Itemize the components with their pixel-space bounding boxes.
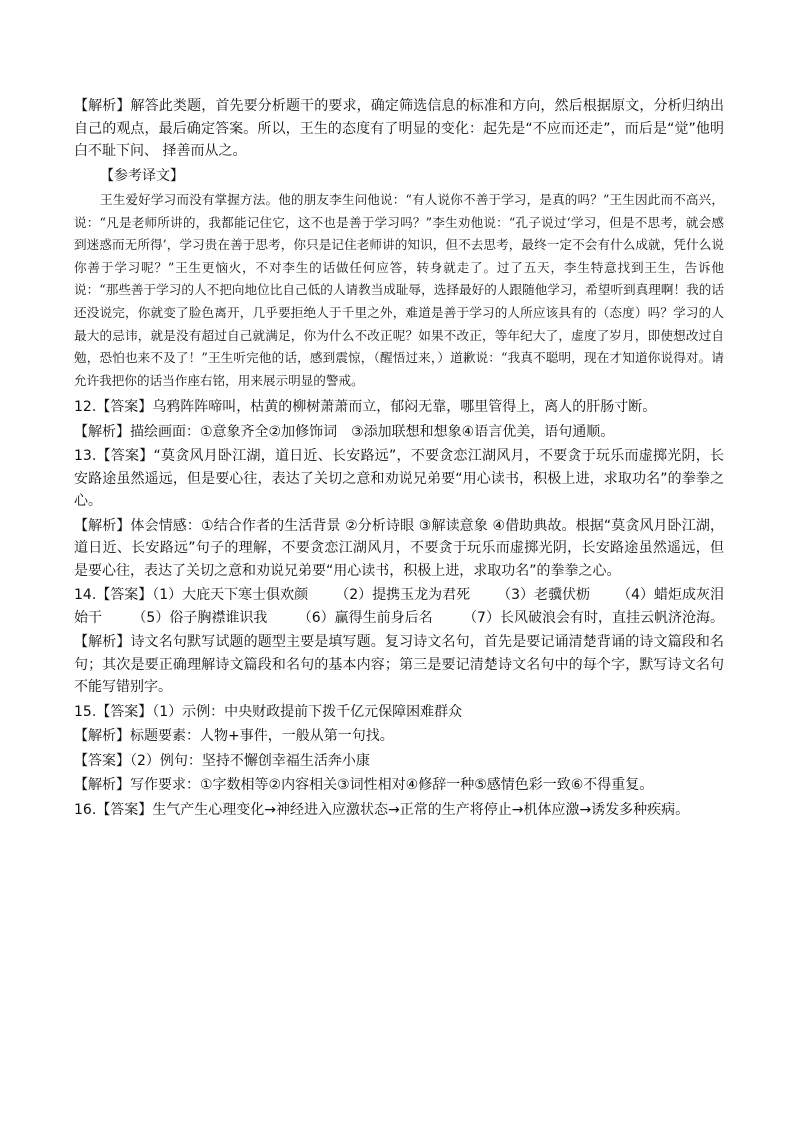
answer-page	[74, 95, 724, 823]
q14-item: （1）大庇天下寒士俱欢颜	[152, 587, 309, 604]
q14-item: （3）老骥伏枥	[497, 587, 591, 604]
q14-item: （6）赢得生前身后名	[297, 609, 433, 626]
q12-analysis: 【解析】描绘画面：①意象齐全②加修饰词 ③添加联想和想象④语言优美，语句通顺。	[74, 423, 615, 440]
q15-answer-2: 【答案】（2）例句：坚持不懈创幸福生活奔小康	[74, 752, 370, 769]
reference-translation-title: 【参考译文】	[100, 167, 184, 184]
q14-item: （4）蜡炬成灰泪	[617, 587, 724, 604]
q15-answer-1: 15.【答案】（1）示例：中央财政提前下拨千亿元保障困难群众	[74, 703, 463, 720]
q14-item: （7）长风破浪会有时，直挂云帆济沧海。	[463, 609, 724, 626]
reference-translation-text: 王生爱好学习而没有掌握方法。他的朋友李生问他说：“有人说你不善于学习，是真的吗？”王生因此而不高兴，说：“凡是老师所讲的，我都能记住它，这不也是善于学习吗？”李生劝他说：“孔子说过‘学习，但是不思考，就会感到迷惑而无所得’，学习贵在善于思考，你只是记住老师讲的知识，但不去思考，最终一定不会有什么成就，凭什么说你善于学习呢？”王生更恼火，不对李生的话做任何应答，转身就走了。过了五天，李生特意找到王生，告诉他说：“那些善于学习的人不把向地位比自己低的人请教当成耻辱，选择最好的人跟随他学习，希望听到真理啊！我的话还没说完，你就变了脸色离开，几乎要拒绝人于千里之外，难道是善于学习的人所应该具有的（态度）吗？学习的人最大的忌讳，就是没有超过自己就满足，你为什么不改正呢？如果不改正，等年纪大了，虚度了岁月，即使想改过自勉，恐怕也来不及了！”王生听完他的话，感到震惊，（醒悟过来，）道歉说：“我真不聪明，现在才知道你说得对。请允许我把你的话当作座右铭，用来展示明显的警戒。	[74, 192, 724, 388]
q13-analysis: 【解析】体会情感：①结合作者的生活背景 ②分析诗眼 ③解读意象 ④借助典故。根据“莫贪风月卧江湖，道日近、长安路远”句子的理解，不要贪恋江湖风月，不要贪于玩乐而虚掷光阴，长安路途虽然遥远，但是要心往，表达了关切之意和劝说兄弟要“用心读书，积极上进，求取功名”的拳拳之心。	[74, 517, 724, 579]
q12-answer: 12.【答案】乌鸦阵阵啼叫，枯黄的柳树萧萧而立，郁闷无靠，哪里管得上，离人的肝肠寸断。	[74, 399, 657, 416]
q14-item: （5）俗子胸襟谁识我	[132, 609, 268, 626]
q14-analysis: 【解析】诗文名句默写试题的题型主要是填写题。复习诗文名句，首先是要记诵清楚背诵的诗文篇段和名句；其次是要正确理解诗文篇段和名句的基本内容；第三是要记清楚诗文名句中的每个字，默写诗文名句不能写错别字。	[74, 634, 724, 696]
q16-answer: 16.【答案】生气产生心理变化→神经进入应激状态→正常的生产将停止→机体应激→诱发多种疾病。	[74, 801, 690, 818]
q14-answer	[74, 584, 724, 629]
q14-item: 始干	[74, 609, 102, 626]
q14-item: （2）提携玉龙为君死	[335, 587, 471, 604]
q13-answer: 13.【答案】“莫贪风月卧江湖，道日近、长安路远”，不要贪恋江湖风月，不要贪于玩乐而虚掷光阴，长安路途虽然遥远，但是要心往，表达了关切之意和劝说兄弟要“用心读书，积极上进，求取功名”的拳拳之心。	[74, 448, 724, 510]
q15-analysis-1: 【解析】标题要素：人物+事件，一般从第一句找。	[74, 728, 394, 745]
analysis-intro: 【解析】解答此类题，首先要分析题干的要求，确定筛选信息的标准和方向，然后根据原文，分析归纳出自己的观点，最后确定答案。所以，王生的态度有了明显的变化：起先是“不应而还走”，而后是“觉”他明白不耻下问、 择善而从之。	[74, 98, 724, 159]
q15-analysis-2: 【解析】写作要求：①字数相等②内容相关③词性相对④修辞一种⑤感情色彩一致⑥不得重复。	[74, 777, 654, 794]
q14-label: 14.【答案】	[74, 587, 153, 604]
